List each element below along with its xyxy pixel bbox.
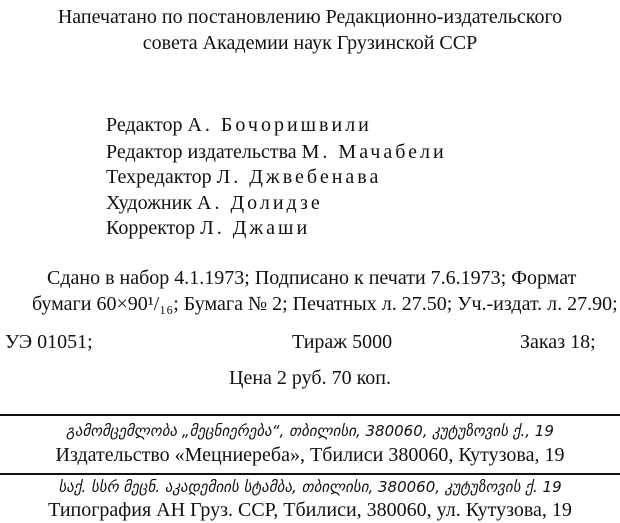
credit-name: А. Бочоришвили	[187, 114, 372, 136]
order-number: Заказ 18;	[520, 331, 596, 353]
price: Цена 2 руб. 70 коп.	[229, 367, 391, 389]
credit-publishing-editor	[106, 142, 447, 162]
credit-role: Корректор	[106, 217, 196, 239]
header-line-2: совета Академии наук Грузинской ССР	[142, 32, 478, 54]
credit-role: Редактор	[106, 114, 183, 136]
print-info-line-1: Сдано в набор 4.1.1973; Подписано к печати 7.6.1973; Формат	[47, 267, 577, 289]
printer-georgian: საქ. სსრ მეცნ. აკადემიის სტამბა, თბილისი, 380060, კუტუზოვის ქ. 19	[58, 478, 562, 496]
printer-russian: Типография АН Груз. ССР, Тбилиси, 380060, ул. Кутузова, 19	[48, 499, 572, 521]
credit-role: Редактор издательства	[106, 141, 297, 163]
credit-artist	[106, 193, 323, 213]
print-run: Тираж 5000	[292, 331, 393, 353]
print-info-line-2: бумаги 60×90¹/₁₆; Бумага № 2; Печатных л. 27.50; Уч.-издат. л. 27.90;	[32, 293, 618, 315]
header-line-1: Напечатано по постановлению Редакционно-издательского	[57, 6, 563, 28]
credit-name: Л. Джвебенава	[216, 166, 382, 188]
credit-editor	[106, 115, 372, 135]
credit-name: М. Мачабели	[301, 141, 447, 163]
credit-role: Художник	[106, 192, 193, 214]
credit-role: Техредактор	[106, 166, 212, 188]
order-code: УЭ 01051;	[5, 331, 93, 353]
divider-top	[0, 414, 620, 416]
divider-middle	[0, 473, 620, 475]
credit-name: Л. Джаши	[200, 217, 311, 239]
credit-tech-editor	[106, 167, 381, 187]
credit-proofreader	[106, 218, 310, 238]
credit-name: А. Долидзе	[197, 192, 323, 214]
publisher-georgian: გამომცემლობა „მეცნიერება“, თბილისი, 380060, კუტუზოვის ქ., 19	[66, 422, 554, 440]
publisher-russian: Издательство «Мецниереба», Тбилиси 380060, Кутузова, 19	[55, 444, 565, 466]
